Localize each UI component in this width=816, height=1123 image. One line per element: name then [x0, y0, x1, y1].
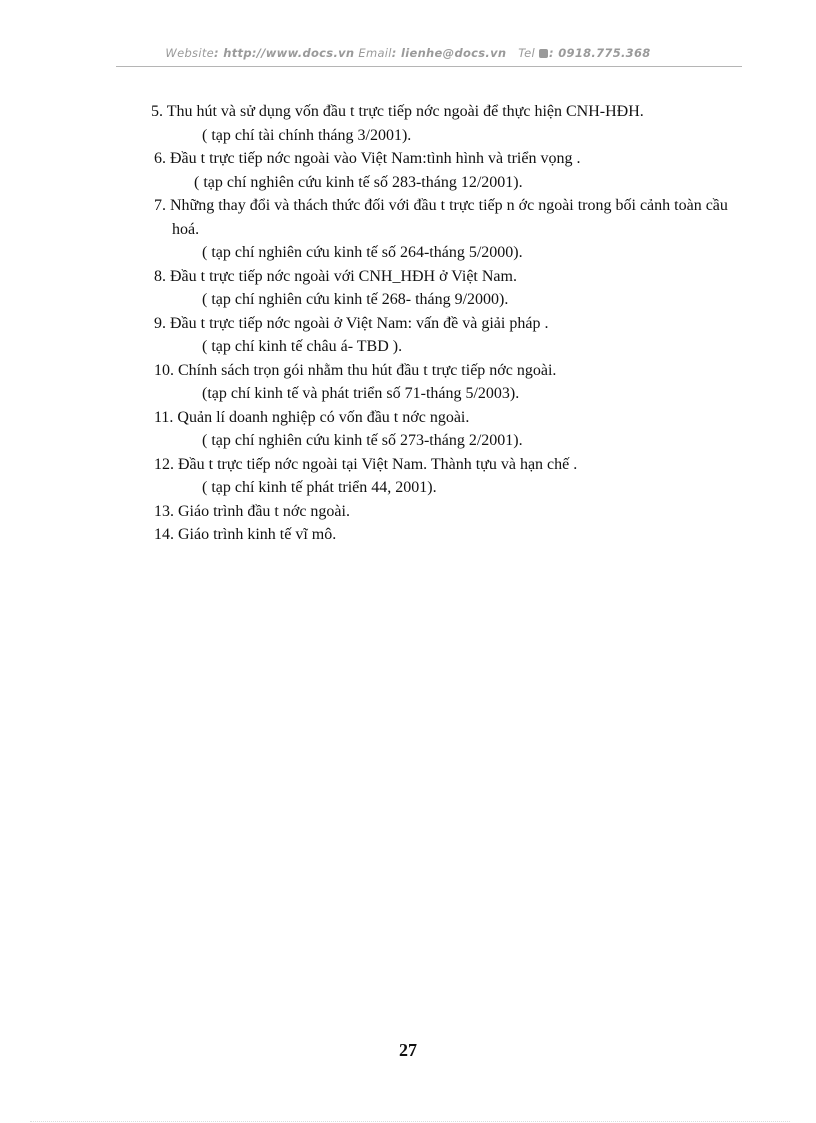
reference-title: 13. Giáo trình đầu t nớc ngoài. — [154, 502, 350, 520]
website-url[interactable]: : http://www.docs.vn — [214, 46, 355, 60]
reference-source: ( tạp chí nghiên cứu kinh tế số 264-tháng 5/2000). — [202, 244, 523, 261]
page-header — [0, 46, 816, 60]
reference-item — [116, 147, 736, 194]
reference-item — [116, 265, 736, 312]
reference-title: 6. Đầu t trực tiếp nớc ngoài vào Việt Nam:tình hình và triển vọng . — [154, 150, 581, 167]
reference-title: 12. Đầu t trực tiếp nớc ngoài tại Việt Nam. Thành tựu và hạn chế . — [154, 455, 578, 473]
reference-item — [116, 523, 736, 547]
website-label: Website — [165, 46, 215, 60]
reference-item — [116, 100, 736, 147]
tel-number: : 0918.775.368 — [549, 46, 651, 60]
reference-title: 11. Quản lí doanh nghiệp có vốn đầu t nớc ngoài. — [154, 408, 470, 426]
reference-source: ( tạp chí nghiên cứu kinh tế số 273-tháng 2/2001). — [202, 432, 523, 449]
reference-title: 8. Đầu t trực tiếp nớc ngoài với CNH_HĐH ở Việt Nam. — [154, 267, 517, 285]
reference-item — [116, 406, 736, 453]
reference-title: 7. Những thay đổi và thách thức đối với đầu t trực tiếp n ớc ngoài trong bối cảnh toàn cầu hoá. — [154, 197, 728, 238]
reference-list — [116, 100, 736, 547]
page-number: 27 — [399, 1040, 417, 1060]
page-bottom-edge — [30, 1121, 790, 1122]
reference-item — [116, 194, 736, 265]
reference-source: ( tạp chí nghiên cứu kinh tế 268- tháng 9/2000). — [202, 291, 509, 308]
phone-icon — [539, 49, 548, 58]
reference-item — [116, 500, 736, 524]
tel-label: Tel — [518, 46, 536, 60]
reference-item — [116, 453, 736, 500]
reference-title: 9. Đầu t trực tiếp nớc ngoài ở Việt Nam: vấn đề và giải pháp . — [154, 314, 549, 332]
reference-source: (tạp chí kinh tế và phát triển số 71-tháng 5/2003). — [202, 385, 520, 402]
reference-title: 5. Thu hút và sử dụng vốn đầu t trực tiếp nớc ngoài để thực hiện CNH-HĐH. — [151, 103, 644, 120]
reference-item — [116, 312, 736, 359]
reference-item — [116, 359, 736, 406]
reference-title: 14. Giáo trình kinh tế vĩ mô. — [154, 526, 337, 543]
reference-source: ( tạp chí nghiên cứu kinh tế số 283-tháng 12/2001). — [194, 173, 523, 191]
reference-source: ( tạp chí kinh tế châu á- TBD ). — [202, 338, 403, 355]
email-address[interactable]: : lienhe@docs.vn — [391, 46, 507, 60]
email-label: Email — [358, 46, 392, 60]
reference-source: ( tạp chí tài chính tháng 3/2001). — [202, 126, 412, 144]
reference-title: 10. Chính sách trọn gói nhằm thu hút đầu t trực tiếp nớc ngoài. — [154, 361, 557, 379]
reference-source: ( tạp chí kinh tế phát triển 44, 2001). — [202, 479, 437, 496]
header-divider — [116, 66, 742, 67]
